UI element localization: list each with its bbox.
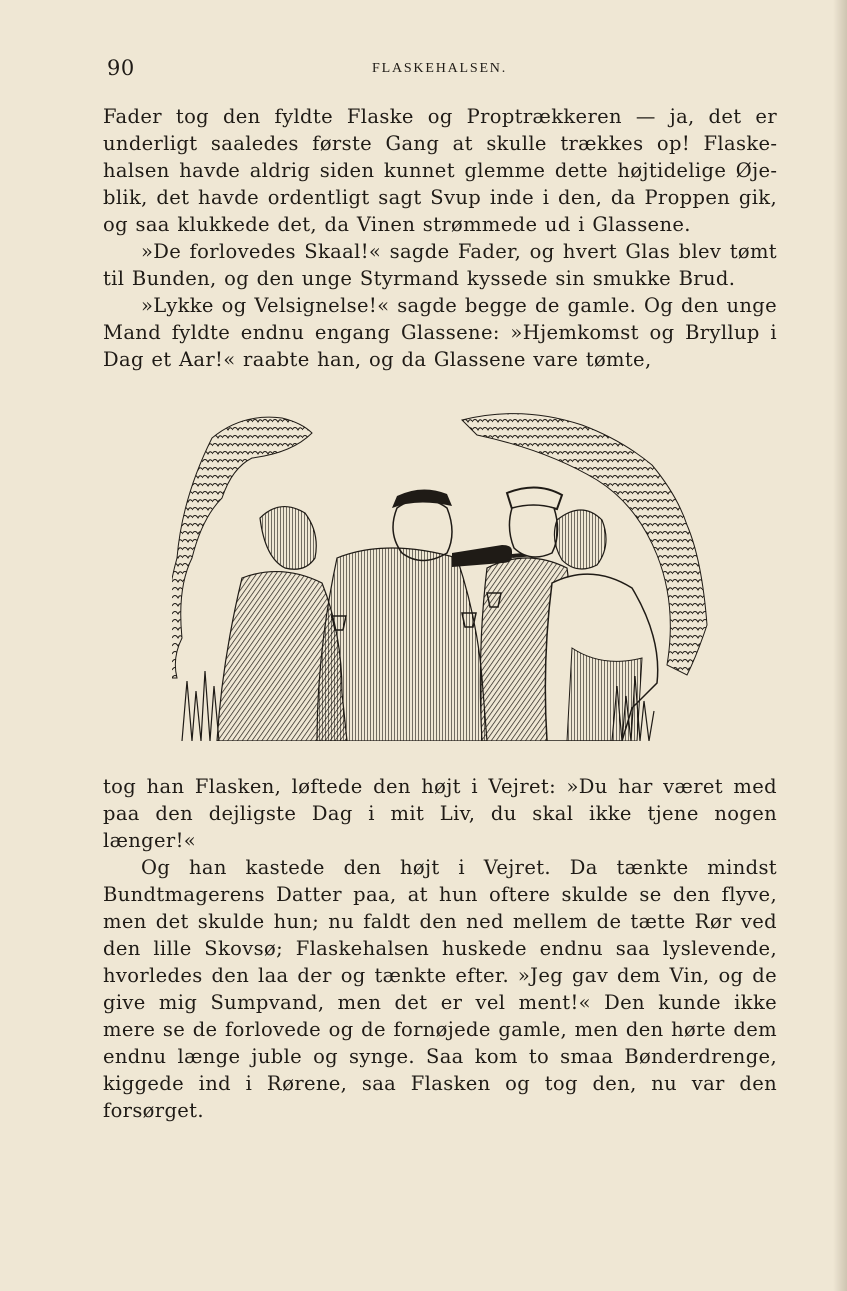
body-text-bottom: [103, 773, 777, 1124]
paragraph: tog han Flasken, løftede den højt i Vejret: »Du har været med paa den dejligste Dag i mit Liv, du skal ikke tjene nogen længer!«: [103, 775, 777, 852]
body-text-top: [103, 103, 777, 373]
paragraph: Fader tog den fyldte Flaske og Proptrækkeren — ja, det er underligt saaledes første Gang at skulle trækkes op! Flaskehalsen havde aldrig siden kunnet glemme dette højtidelige Øjeblik, det havde ordentligt sagt Svup inde i den, da Proppen gik, og saa klukkede det, da Vinen strømmede ud i Glassene.: [103, 105, 777, 236]
paragraph: »Lykke og Velsignelse!« sagde begge de gamle. Og den unge Mand fyldte endnu engang Glassene: »Hjemkomst og Bryllup i Dag et Aar!« raabte han, og da Glassene vare tømte,: [103, 294, 777, 371]
paragraph: »De forlovedes Skaal!« sagde Fader, og hvert Glas blev tømt til Bunden, og den unge Styrmand kyssede sin smukke Brud.: [103, 240, 777, 290]
page-header: [107, 56, 777, 84]
running-title: FLASKEHALSEN.: [372, 61, 508, 76]
engraving-illustration: [172, 408, 717, 741]
engraving-figures-toasting-icon: [172, 408, 717, 741]
paragraph: Og han kastede den højt i Vejret. Da tænkte mindst Bundtmagerens Datter paa, at hun oftere skulde se den flyve, men det skulde hun; nu faldt den ned mellem de tætte Rør ved den lille Skovsø; Flaskehalsen huskede endnu saa lyslevende, hvorledes den laa der og tænkte efter. »Jeg gav dem Vin, og de give mig Sumpvand, men det er vel ment!« Den kunde ikke mere se de forlovede og de fornøjede gamle, men den hørte dem endnu længe juble og synge. Saa kom to smaa Bønderdrenge, kiggede ind i Rørene, saa Flasken og tog den, nu var den forsørget.: [103, 856, 777, 1122]
page-edge-shadow: [833, 0, 847, 1291]
page-number: 90: [107, 56, 135, 80]
